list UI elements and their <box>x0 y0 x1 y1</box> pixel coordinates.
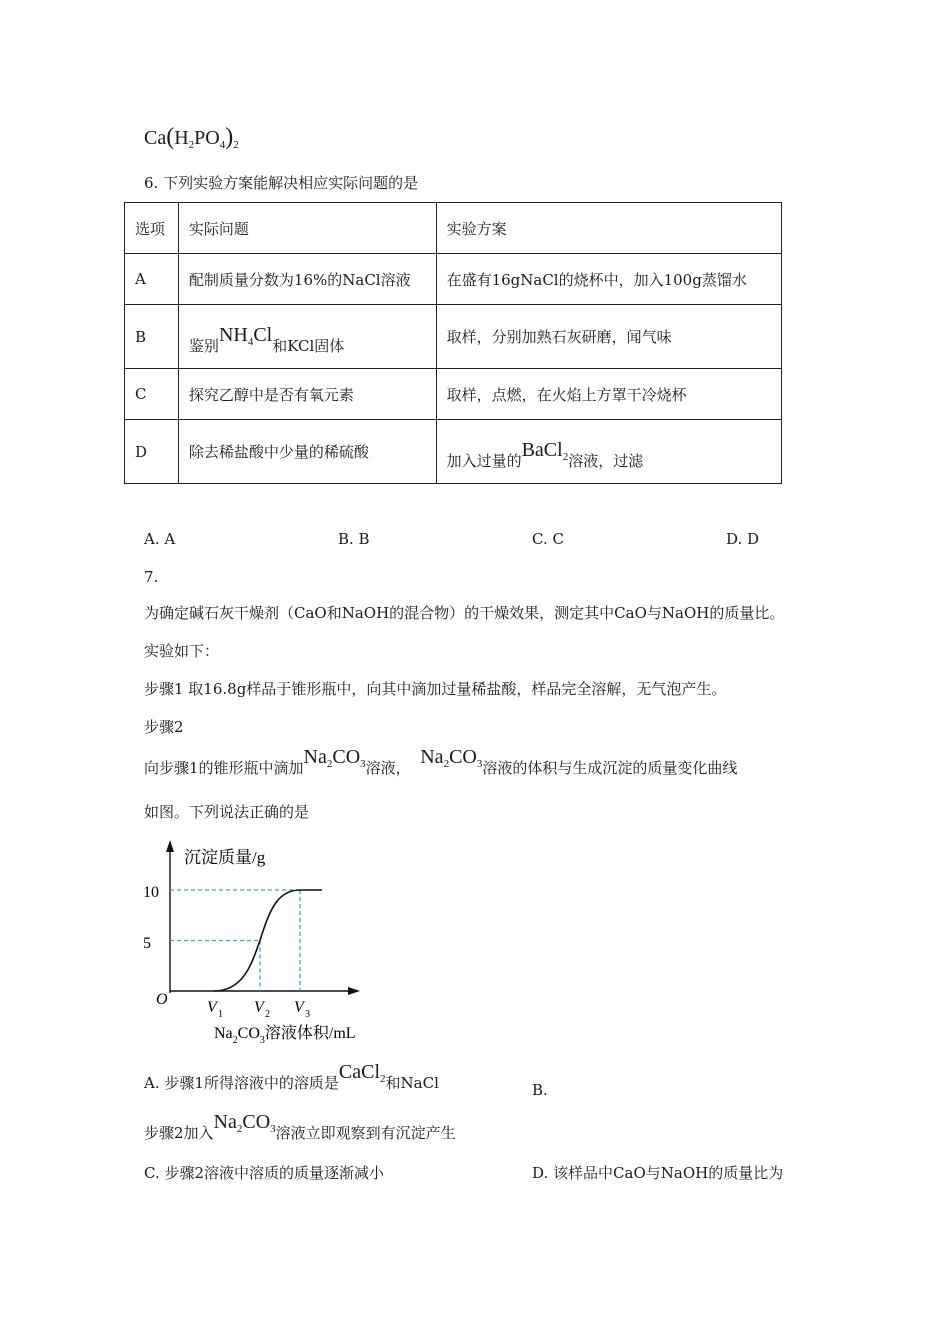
x-tick-label <box>207 999 223 1020</box>
top-formula: $Ca(H_2PO_4)_2$ <box>144 124 239 151</box>
header-problem: 实际问题 <box>178 203 436 254</box>
row-option: A <box>125 254 179 305</box>
x-axis-arrow <box>348 987 360 995</box>
row-plan: 取样，分别加熟石灰研磨，闻气味 <box>436 305 781 369</box>
q7-step2-line: 向步骤1的锥形瓶中滴加$Na_2CO_3$溶液， $Na_2CO_3$溶液的体积与生成沉淀的质量变化曲线 <box>144 746 738 777</box>
x-tick-label <box>254 999 270 1020</box>
q7-choice-c[interactable]: C. 步骤2溶液中溶质的质量逐渐减小 <box>144 1164 385 1182</box>
row-plan: 取样，点燃，在火焰上方罩干冷烧杯 <box>436 369 781 420</box>
header-option: 选项 <box>125 203 179 254</box>
svg-text:V: V <box>207 999 217 1016</box>
row-plan: 加入过量的BaCl$_2$溶液，过滤 <box>436 420 781 484</box>
q7-choice-a[interactable]: A. 步骤1所得溶液中的溶质是CaCl$_2$和NaCl <box>144 1061 439 1092</box>
svg-text:Na2CO3溶液体积/mL: $Na_2CO_3$溶液体积/mL <box>214 1025 356 1046</box>
origin-label: O <box>156 991 168 1008</box>
table-row <box>125 254 782 305</box>
row-problem: 配制质量分数为16%的NaCl溶液 <box>178 254 436 305</box>
row-option: C <box>125 369 179 420</box>
precipitate-chart <box>140 838 380 1058</box>
svg-text:V: V <box>254 999 264 1016</box>
q7-choice-b[interactable]: 步骤2加入$Na_2CO_3$溶液立即观察到有沉淀产生 <box>144 1111 456 1142</box>
choice-b[interactable]: B. B <box>338 530 370 548</box>
q7-step2-title: 步骤2 <box>144 718 184 736</box>
row-problem: 鉴别$NH_4Cl$和KCl固体 <box>178 305 436 369</box>
q7-step1: 步骤1 取16.8g样品于锥形瓶中，向其中滴加过量稀盐酸，样品完全溶解，无气泡产生。 <box>144 680 727 698</box>
q7-line1: 为确定碱石灰干燥剂（CaO和NaOH的混合物）的干燥效果，测定其中CaO与NaOH的质量比。 <box>144 604 785 622</box>
q6-stem: 6. 下列实验方案能解决相应实际问题的是 <box>144 174 419 192</box>
row-problem: 探究乙醇中是否有氧元素 <box>178 369 436 420</box>
x-axis-label <box>214 1024 356 1046</box>
y-axis-label: 沉淀质量/g <box>184 848 266 867</box>
y-tick-label: 5 <box>143 935 151 952</box>
choice-d[interactable]: D. D <box>726 530 760 548</box>
svg-text:2: 2 <box>265 1009 270 1020</box>
q7-choice-d[interactable]: D. 该样品中CaO与NaOH的质量比为 <box>532 1164 784 1182</box>
table-row <box>125 420 782 484</box>
y-axis-arrow <box>166 840 174 852</box>
q7-choice-b-label[interactable]: B. <box>532 1081 548 1099</box>
choice-a[interactable]: A. A <box>144 530 176 548</box>
table-header-row <box>125 203 782 254</box>
q7-line2: 实验如下： <box>144 642 220 660</box>
row-option: B <box>125 305 179 369</box>
row-plan: 在盛有16gNaCl的烧杯中，加入100g蒸馏水 <box>436 254 781 305</box>
svg-text:1: 1 <box>218 1009 223 1020</box>
guide-lines <box>170 890 300 991</box>
choice-c[interactable]: C. C <box>532 530 564 548</box>
q6-table <box>124 202 782 484</box>
svg-text:3: 3 <box>305 1009 310 1020</box>
q7-number: 7. <box>144 568 159 586</box>
series-curve <box>214 890 322 991</box>
y-tick-label: 10 <box>143 884 159 901</box>
table-row <box>125 369 782 420</box>
table-row <box>125 305 782 369</box>
q7-step2-line2: 如图。下列说法正确的是 <box>144 803 310 821</box>
row-problem: 除去稀盐酸中少量的稀硫酸 <box>178 420 436 484</box>
svg-text:V: V <box>294 999 304 1016</box>
row-option: D <box>125 420 179 484</box>
x-tick-label <box>294 999 310 1020</box>
header-plan: 实验方案 <box>436 203 781 254</box>
